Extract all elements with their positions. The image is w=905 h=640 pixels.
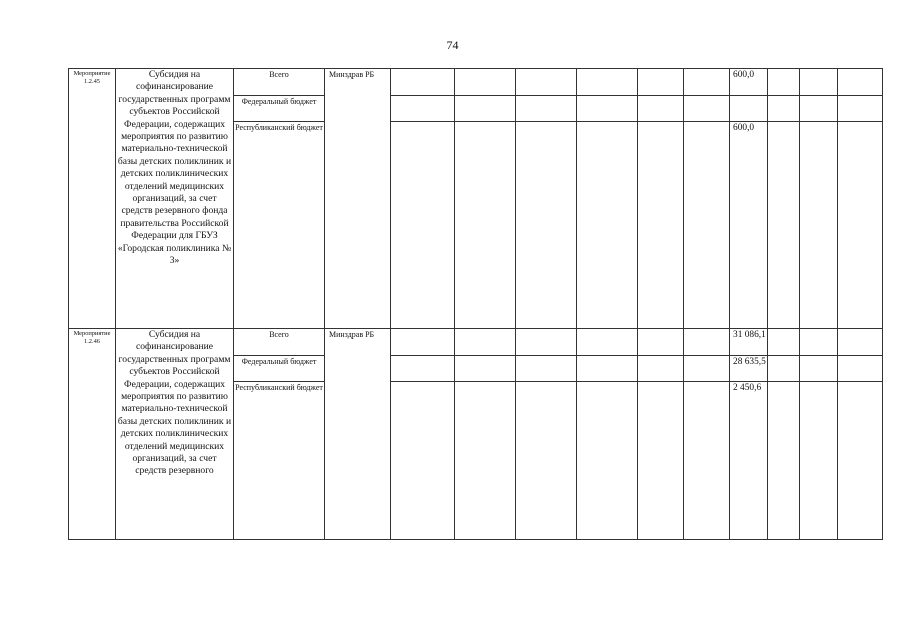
empty-cell <box>516 382 577 540</box>
empty-cell <box>391 96 455 122</box>
empty-cell <box>516 69 577 96</box>
amount-cell <box>730 69 768 96</box>
empty-cell <box>455 122 516 329</box>
empty-cell <box>800 69 838 96</box>
measure-number-cell <box>69 329 116 540</box>
empty-cell <box>800 382 838 540</box>
empty-cell <box>638 356 684 382</box>
empty-cell <box>768 356 800 382</box>
funding-source-cell <box>234 329 325 356</box>
amount-value: 28 635,5 <box>733 357 766 367</box>
empty-cell <box>800 122 838 329</box>
executor-cell <box>325 329 391 540</box>
empty-cell <box>684 356 730 382</box>
funding-source: Федеральный бюджет <box>241 357 317 366</box>
empty-cell <box>391 122 455 329</box>
empty-cell <box>391 382 455 540</box>
table-row <box>69 69 883 96</box>
executor: Минздрав РБ <box>329 70 375 79</box>
empty-cell <box>684 69 730 96</box>
page-number: 74 <box>446 38 459 52</box>
empty-cell <box>455 69 516 96</box>
empty-cell <box>684 96 730 122</box>
empty-cell <box>455 382 516 540</box>
empty-cell <box>455 356 516 382</box>
funding-source-cell <box>234 382 325 540</box>
empty-cell <box>800 356 838 382</box>
empty-cell <box>577 329 638 356</box>
empty-cell <box>768 96 800 122</box>
empty-cell <box>684 122 730 329</box>
amount-value: 600,0 <box>733 123 755 133</box>
measure-number: Мероприятие 1.2.46 <box>73 330 111 345</box>
empty-cell <box>455 96 516 122</box>
empty-cell <box>800 96 838 122</box>
empty-cell <box>838 329 883 356</box>
measure-number: Мероприятие 1.2.45 <box>73 70 111 85</box>
empty-cell <box>455 329 516 356</box>
empty-cell <box>577 69 638 96</box>
empty-cell <box>838 69 883 96</box>
empty-cell <box>638 122 684 329</box>
amount-cell <box>730 96 768 122</box>
amount-cell <box>730 329 768 356</box>
amount-value: 600,0 <box>733 70 755 80</box>
measure-name-cell <box>116 69 234 329</box>
empty-cell <box>838 122 883 329</box>
measure-number-cell <box>69 69 116 329</box>
empty-cell <box>638 96 684 122</box>
empty-cell <box>838 382 883 540</box>
empty-cell <box>768 329 800 356</box>
empty-cell <box>638 69 684 96</box>
empty-cell <box>516 96 577 122</box>
empty-cell <box>577 356 638 382</box>
empty-cell <box>768 69 800 96</box>
empty-cell <box>800 329 838 356</box>
empty-cell <box>577 96 638 122</box>
empty-cell <box>768 122 800 329</box>
amount-cell <box>730 382 768 540</box>
empty-cell <box>638 382 684 540</box>
empty-cell <box>684 382 730 540</box>
empty-cell <box>838 96 883 122</box>
funding-source-cell <box>234 356 325 382</box>
measure-name: Субсидия на софинансирование государственных программ субъектов Российской Федерации, содержащих мероприятия по развитию материально-технической базы детских поликлиник и детских поликлинических отделений медицинских организаций, за счет средств резервного <box>117 329 232 477</box>
amount-cell <box>730 356 768 382</box>
empty-cell <box>638 329 684 356</box>
empty-cell <box>391 356 455 382</box>
budget-table <box>68 68 883 540</box>
empty-cell <box>577 122 638 329</box>
empty-cell <box>391 69 455 96</box>
empty-cell <box>577 382 638 540</box>
empty-cell <box>516 122 577 329</box>
funding-source: Федеральный бюджет <box>241 97 317 106</box>
funding-source-cell <box>234 69 325 96</box>
empty-cell <box>516 329 577 356</box>
funding-source: Всего <box>269 70 289 79</box>
empty-cell <box>684 329 730 356</box>
executor-cell <box>325 69 391 329</box>
empty-cell <box>391 329 455 356</box>
funding-source: Всего <box>269 330 289 339</box>
empty-cell <box>516 356 577 382</box>
amount-value: 2 450,6 <box>733 383 762 393</box>
funding-source-cell <box>234 96 325 122</box>
amount-value: 31 086,1 <box>733 330 766 340</box>
empty-cell <box>768 382 800 540</box>
funding-source: Республиканский бюджет <box>235 123 323 132</box>
amount-cell <box>730 122 768 329</box>
table-row <box>69 329 883 356</box>
measure-name-cell <box>116 329 234 540</box>
empty-cell <box>838 356 883 382</box>
funding-source: Республиканский бюджет <box>235 383 323 392</box>
funding-source-cell <box>234 122 325 329</box>
measure-name: Субсидия на софинансирование государственных программ субъектов Российской Федерации, содержащих мероприятия по развитию материально-технической базы детских поликлиник и детских поликлинических отделений медицинских организаций, за счет средств резервного фонда правительства Российской Федерации для ГБУЗ «Городская поликлиника № 3» <box>117 69 232 267</box>
executor: Минздрав РБ <box>329 330 375 339</box>
